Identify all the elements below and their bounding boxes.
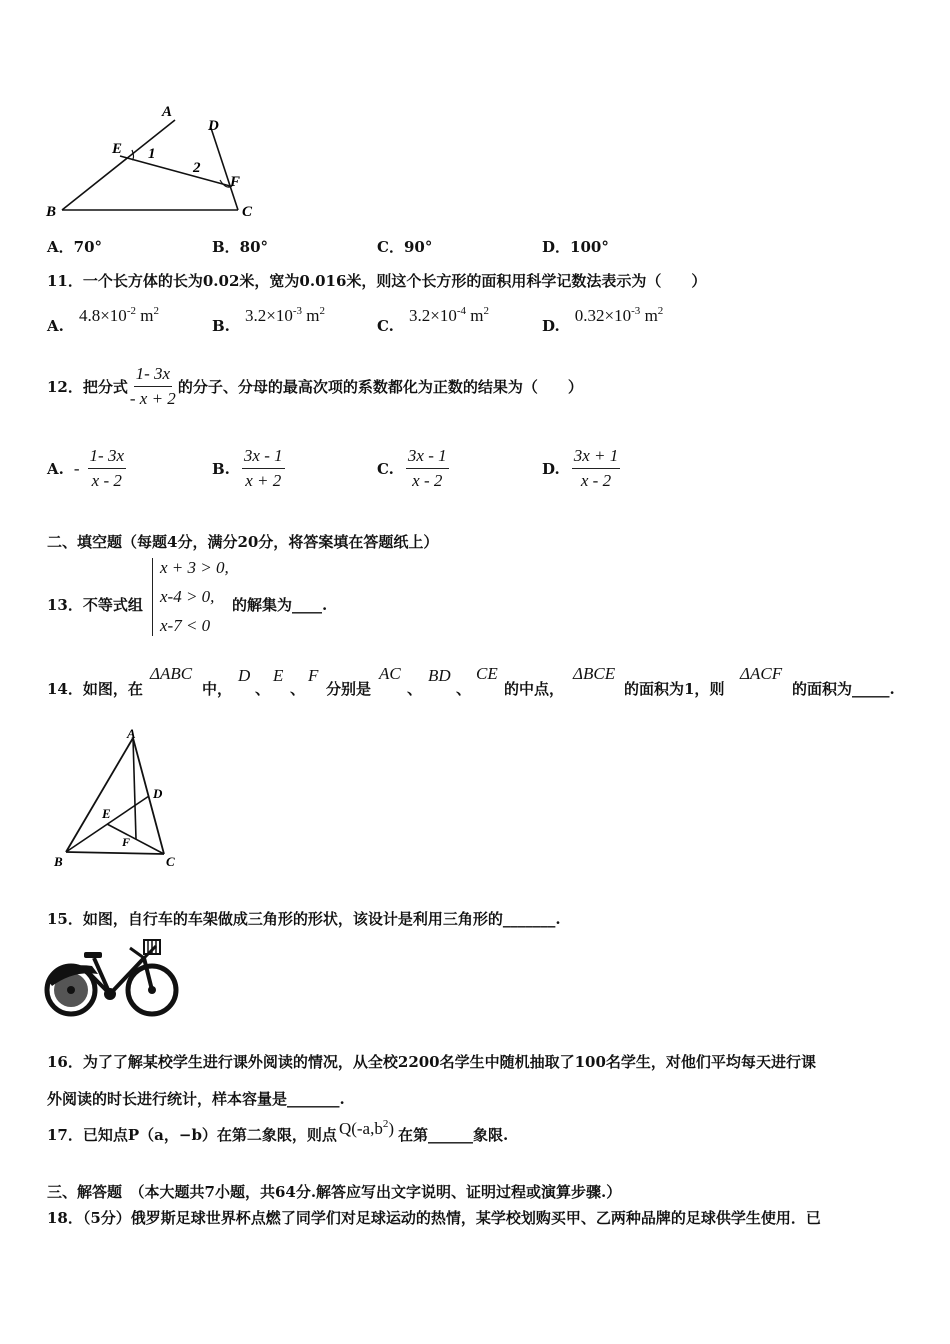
fig10-label-E: E <box>112 141 123 157</box>
q17-prefix: 17．已知点P（a，−b）在第二象限，则点 <box>47 1126 337 1144</box>
q14-t4: 、 <box>290 680 306 698</box>
q11-option-c-letter: C. <box>377 317 394 335</box>
q14-m4: F <box>308 666 319 685</box>
q14-t8: 的中点， <box>504 680 565 698</box>
q14-t9: 的面积为1，则 <box>624 680 725 698</box>
fig14-label-A: A <box>127 726 136 741</box>
fig10-label-A: A <box>162 104 173 120</box>
section3-title: 三、解答题 （本大题共7小题，共64分.解答应写出文字说明、证明过程或演算步骤.） <box>47 1183 622 1201</box>
fig14-label-B: B <box>54 854 63 869</box>
q11-d-times: ×10 <box>604 306 632 325</box>
q11-a-mantissa: 4.8 <box>78 306 101 325</box>
q12-a-fraction <box>88 446 126 491</box>
q13-prefix: 13．不等式组 <box>47 596 143 614</box>
q11-d-mantissa: 0.32 <box>574 306 605 325</box>
q11-c-unit-exp: 2 <box>483 305 489 317</box>
q18-question: 18．（5分）俄罗斯足球世界杯点燃了同学们对足球运动的热情，某学校划购买甲、乙两种品牌的足球供学生使用．已 <box>47 1209 821 1227</box>
section2-title: 二、填空题（每题4分，满分20分，将答案填在答题纸上） <box>47 533 439 551</box>
q12-b-num: 3x - 1 <box>242 446 285 469</box>
fig14-label-F: F <box>122 835 131 849</box>
q12-b-fraction <box>242 446 285 491</box>
fig10-label-F: F <box>230 174 241 190</box>
q13-system-brace <box>152 558 159 636</box>
q14-m7: CE <box>476 664 498 683</box>
q13-line-1: x + 3 > 0, <box>160 558 229 577</box>
q17-question <box>47 1117 509 1145</box>
q11-d-exp: -3 <box>631 305 641 317</box>
q12-d-num: 3x + 1 <box>572 446 621 469</box>
q12-fraction <box>128 364 178 409</box>
q14-t7: 、 <box>456 680 472 698</box>
q11-c-times: ×10 <box>430 306 457 325</box>
q11-a-exp: -2 <box>126 305 136 317</box>
fig14-label-E: E <box>102 806 111 821</box>
figure-angle-triangle <box>40 100 270 225</box>
q11-a-times: ×10 <box>100 306 127 325</box>
figure-triangle-abc <box>46 726 186 874</box>
q12-frac-num: 1- 3x <box>134 364 172 387</box>
q12-c-letter: C. <box>377 459 394 478</box>
q12-option-c <box>377 446 449 491</box>
q14-m9: ΔACF <box>740 664 783 683</box>
q11-b-exp: -3 <box>292 305 303 317</box>
q16-line-2: 外阅读的时长进行统计，样本容量是_______. <box>47 1090 345 1108</box>
q14-m8: ΔBCE <box>573 664 616 683</box>
q14-t1: 14．如图，在 <box>47 680 143 698</box>
q10-option-a: A．70° <box>47 238 103 256</box>
q13-line-2: x-4 > 0, <box>160 587 215 606</box>
q14-t6: 、 <box>407 680 423 698</box>
q12-a-letter: A. <box>47 459 64 478</box>
q11-option-b <box>212 305 325 335</box>
q14-t3: 、 <box>255 680 271 698</box>
q14-t2: 中， <box>202 680 233 698</box>
fig10-label-angle1: 1 <box>148 146 156 162</box>
q15-question: 15．如图，自行车的车架做成三角形的形状，该设计是利用三角形的_______. <box>47 910 561 928</box>
q12-frac-den: - x + 2 <box>129 389 176 408</box>
q12-a-num: 1- 3x <box>88 446 126 469</box>
q11-option-a-letter: A. <box>47 317 64 335</box>
fig14-label-D: D <box>153 786 163 801</box>
q13-line-3: x-7 < 0 <box>160 616 211 635</box>
fig10-label-D: D <box>208 118 219 134</box>
q12-b-letter: B. <box>212 459 230 478</box>
fig10-label-B: B <box>46 204 57 220</box>
q16-line-1: 16．为了了解某校学生进行课外阅读的情况，从全校2200名学生中随机抽取了100名学生，对他们平均每天进行课 <box>47 1053 816 1071</box>
q11-option-c <box>377 305 489 335</box>
q11-a-unit-exp: 2 <box>153 305 159 317</box>
q13-suffix: 的解集为____. <box>232 596 328 614</box>
q17-suffix: 在第______象限. <box>398 1126 509 1144</box>
q12-option-d <box>542 446 620 491</box>
q17-math-exp: 2 <box>382 1117 389 1130</box>
q17-math-close: ) <box>388 1118 395 1138</box>
q12-a-den: x - 2 <box>91 471 122 490</box>
q12-c-num: 3x - 1 <box>406 446 449 469</box>
q11-option-b-letter: B. <box>212 317 230 335</box>
q14-t10: 的面积为_____. <box>792 680 895 698</box>
q11-c-unit: m <box>470 306 484 325</box>
q10-option-c: C．90° <box>377 238 433 256</box>
q11-option-a <box>47 305 159 335</box>
q14-m5: AC <box>379 664 401 683</box>
q11-b-times: ×10 <box>266 306 293 325</box>
q11-d-unit-exp: 2 <box>657 305 664 317</box>
fig10-label-C: C <box>242 204 253 220</box>
q11-b-mantissa: 3.2 <box>245 306 267 325</box>
q11-question: 11．一个长方体的长为0.02米，宽为0.016米，则这个长方形的面积用科学记数法表示为（ ） <box>47 272 707 290</box>
bicycle-image <box>44 936 180 1020</box>
fig14-label-C: C <box>166 854 175 869</box>
q14-t5: 分别是 <box>326 680 372 698</box>
q12-c-fraction <box>406 446 449 491</box>
q17-math: Q(-a,b <box>338 1118 383 1138</box>
q10-option-d: D．100° <box>542 238 609 256</box>
q14-m6: BD <box>428 666 451 685</box>
q14-m1: ΔABC <box>150 664 193 683</box>
q11-b-unit: m <box>306 306 320 325</box>
q11-option-d-letter: D. <box>542 317 560 335</box>
q11-d-unit: m <box>644 306 658 325</box>
q11-c-exp: -4 <box>456 305 467 317</box>
q12-c-den: x - 2 <box>412 471 443 490</box>
q12-question <box>47 364 583 409</box>
q12-d-letter: D. <box>542 459 560 478</box>
q14-m3: E <box>273 666 284 685</box>
q12-option-a <box>47 446 126 491</box>
q10-option-b: B．80° <box>212 238 269 256</box>
q12-prefix: 12．把分式 <box>47 378 128 396</box>
fig10-label-angle2: 2 <box>193 160 201 176</box>
q11-b-unit-exp: 2 <box>319 305 325 317</box>
q12-d-fraction <box>572 446 621 491</box>
q12-a-sign: - <box>73 458 80 478</box>
q12-b-den: x + 2 <box>245 471 282 490</box>
q12-option-b <box>212 446 285 491</box>
q14-m2: D <box>238 666 251 685</box>
q11-c-mantissa: 3.2 <box>409 306 431 325</box>
q12-d-den: x - 2 <box>580 471 612 490</box>
q11-option-d <box>542 305 664 335</box>
q11-a-unit: m <box>140 306 154 325</box>
q12-suffix: 的分子、分母的最高次项的系数都化为正数的结果为（ ） <box>177 378 583 396</box>
